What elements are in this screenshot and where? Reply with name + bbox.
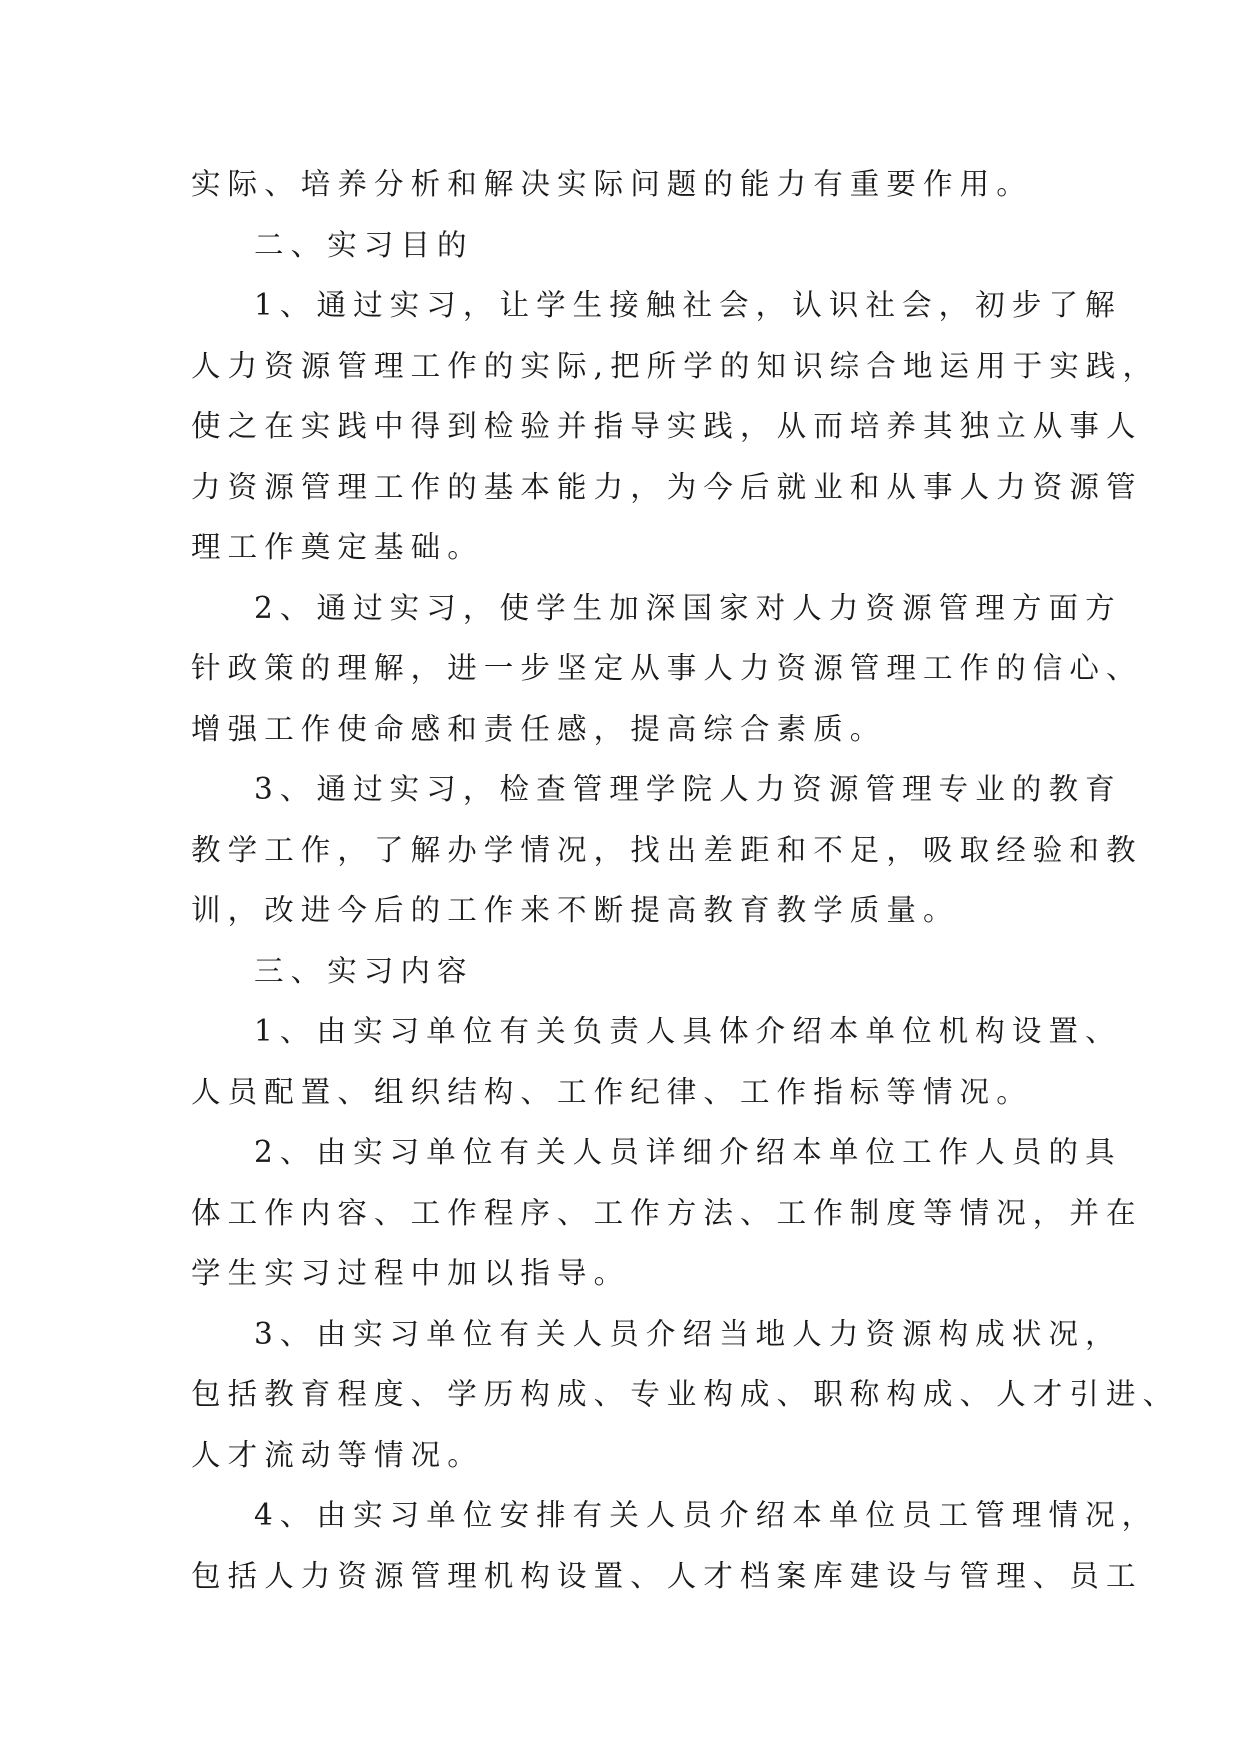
text-line: 4、由实习单位安排有关人员介绍本单位员工管理情况， xyxy=(254,1498,1159,1532)
text-line: 包括教育程度、学历构成、专业构成、职称构成、人才引进、 xyxy=(191,1377,1180,1411)
document-body xyxy=(191,154,1180,1606)
text-line: 力资源管理工作的基本能力，为今后就业和从事人力资源管 xyxy=(191,469,1143,504)
text-line: 体工作内容、工作程序、工作方法、工作制度等情况，并在 xyxy=(191,1195,1143,1230)
section-heading-purpose: 二、实习目的 xyxy=(254,227,474,262)
text-line: 1、通过实习，让学生接触社会，认识社会，初步了解 xyxy=(254,288,1122,322)
text-line: 实际、培养分析和解决实际问题的能力有重要作用。 xyxy=(191,167,1033,201)
section-heading-content: 三、实习内容 xyxy=(254,953,474,988)
text-line: 理工作奠定基础。 xyxy=(191,530,484,564)
text-line: 使之在实践中得到检验并指导实践，从而培养其独立从事人 xyxy=(191,409,1143,443)
text-line: 2、由实习单位有关人员详细介绍本单位工作人员的具 xyxy=(254,1135,1122,1169)
text-line: 教学工作，了解办学情况，找出差距和不足，吸取经验和教 xyxy=(191,832,1143,867)
text-line: 包括人力资源管理机构设置、人才档案库建设与管理、员工 xyxy=(191,1558,1143,1593)
text-line: 2、通过实习，使学生加深国家对人力资源管理方面方 xyxy=(254,590,1122,625)
text-line: 人力资源管理工作的实际,把所学的知识综合地运用于实践， xyxy=(191,348,1160,383)
text-line: 人才流动等情况。 xyxy=(191,1437,484,1472)
text-line: 针政策的理解，进一步坚定从事人力资源管理工作的信心、 xyxy=(191,651,1143,685)
text-line: 人员配置、组织结构、工作纪律、工作指标等情况。 xyxy=(191,1074,1033,1109)
text-line: 3、由实习单位有关人员介绍当地人力资源构成状况， xyxy=(254,1316,1122,1351)
text-line: 训，改进今后的工作来不断提高教育教学质量。 xyxy=(191,893,960,927)
text-line: 学生实习过程中加以指导。 xyxy=(191,1256,631,1290)
text-line: 增强工作使命感和责任感，提高综合素质。 xyxy=(191,711,887,746)
text-line: 3、通过实习，检查管理学院人力资源管理专业的教育 xyxy=(254,772,1122,806)
text-line: 1、由实习单位有关负责人具体介绍本单位机构设置、 xyxy=(254,1014,1122,1048)
